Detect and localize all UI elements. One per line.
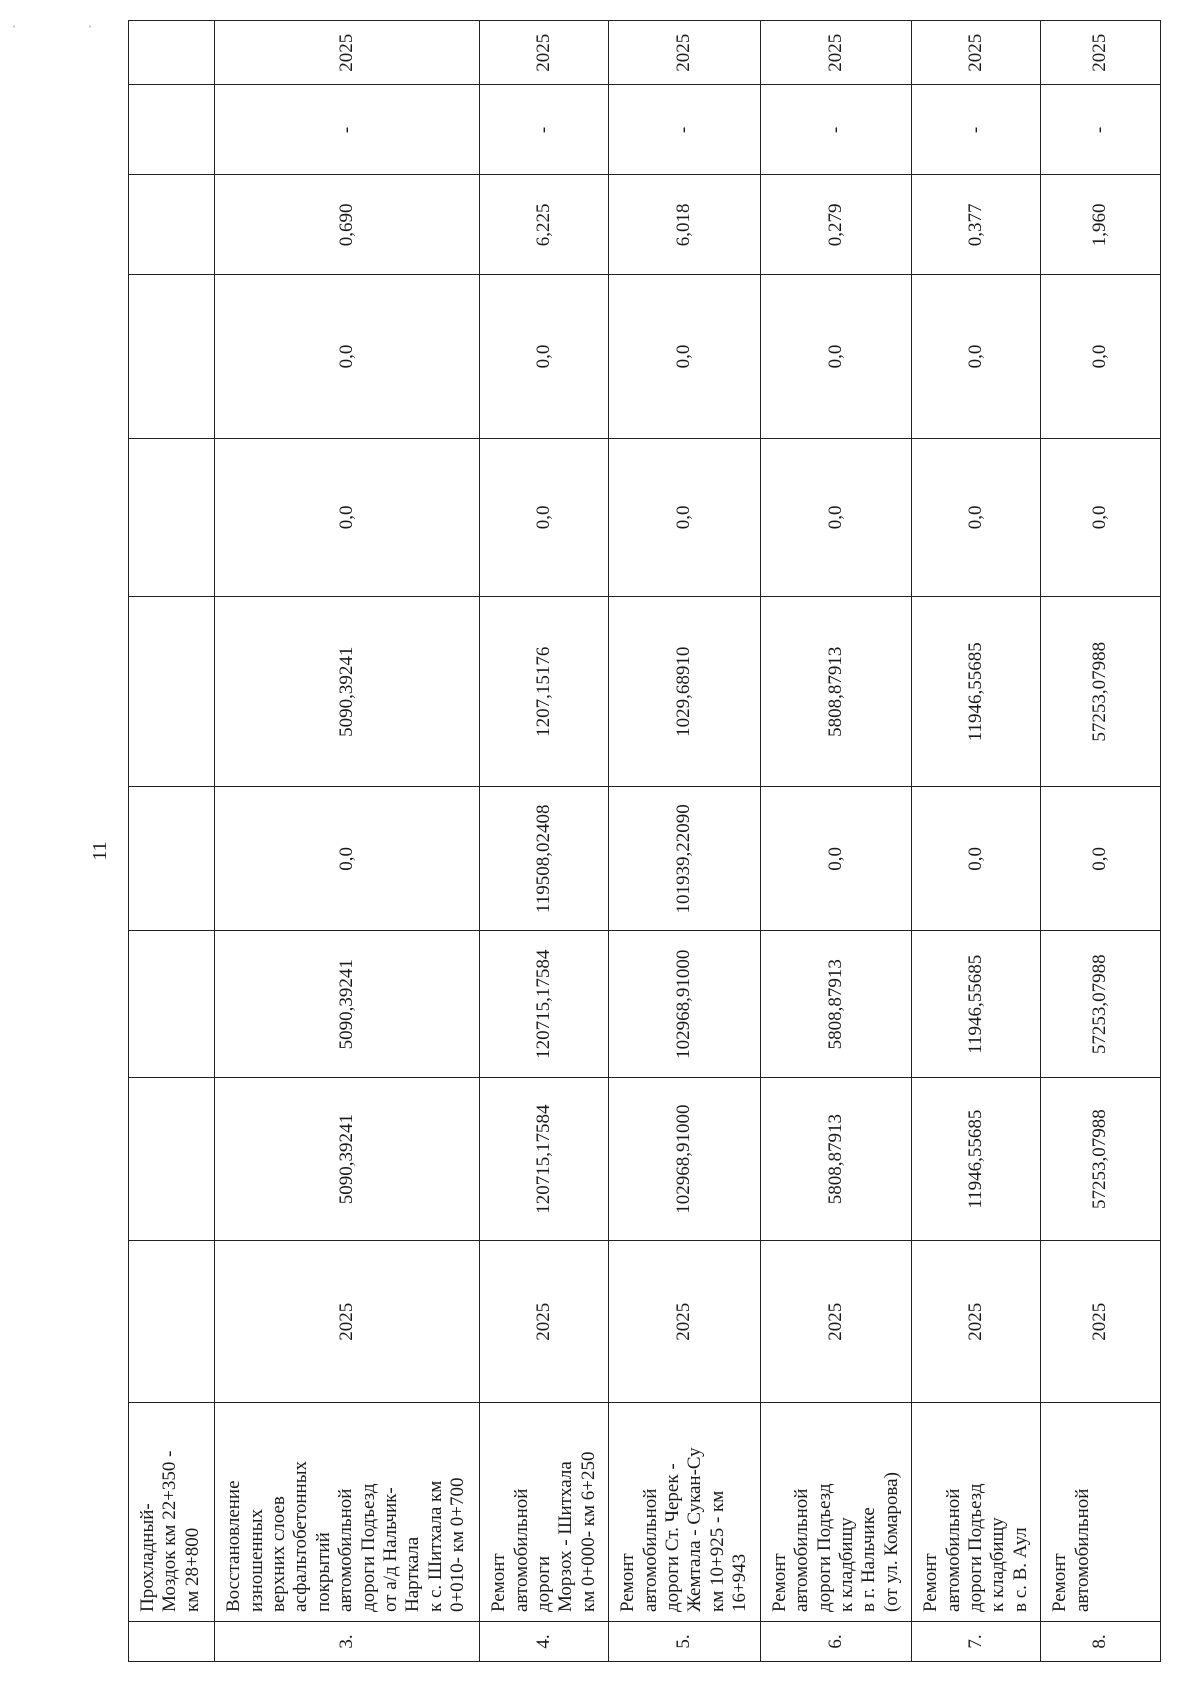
value-cell: 2025 — [760, 1241, 911, 1403]
value-cell — [129, 1078, 215, 1241]
value-cell: 2025 — [215, 21, 480, 85]
row-number-cell — [129, 1622, 215, 1662]
object-name-cell: Ремонт автомобильной дороги Подъезд к кладбищу в г. Нальчике (от ул. Комарова) — [760, 1403, 911, 1622]
value-cell: 5090,39241 — [215, 1078, 480, 1241]
value-cell: - — [1041, 85, 1161, 175]
value-cell: 0,0 — [912, 275, 1041, 438]
object-name-cell: Прохладный- Моздок км 22+350 - км 28+800 — [129, 1403, 215, 1622]
value-cell: 57253,07988 — [1041, 1078, 1161, 1241]
value-cell — [129, 931, 215, 1078]
table-row — [609, 21, 760, 1662]
value-cell: 0,0 — [215, 275, 480, 438]
value-cell: 0,0 — [1041, 787, 1161, 931]
value-cell: 0,0 — [609, 275, 760, 438]
value-cell: 2025 — [1041, 1241, 1161, 1403]
value-cell: 5808,87913 — [760, 1078, 911, 1241]
object-name-cell: Ремонт автомобильной — [1041, 1403, 1161, 1622]
value-cell: - — [760, 85, 911, 175]
value-cell: 119508,02408 — [480, 787, 609, 931]
value-cell: 0,0 — [760, 438, 911, 597]
value-cell: 1,960 — [1041, 175, 1161, 275]
value-cell: 11946,55685 — [912, 931, 1041, 1078]
object-name-cell: Ремонт автомобильной дороги Подъезд к кладбищу в с. В. Аул — [912, 1403, 1041, 1622]
row-number-cell: 3. — [215, 1622, 480, 1662]
value-cell: 0,0 — [480, 275, 609, 438]
scan-mark: ˌ — [88, 14, 92, 28]
value-cell: 0,0 — [760, 275, 911, 438]
value-cell — [129, 275, 215, 438]
value-cell: 2025 — [609, 1241, 760, 1403]
table-row — [912, 21, 1041, 1662]
value-cell — [129, 85, 215, 175]
value-cell: 57253,07988 — [1041, 931, 1161, 1078]
value-cell: 0,690 — [215, 175, 480, 275]
value-cell: 1029,68910 — [609, 597, 760, 787]
page-number: 11 — [89, 841, 111, 861]
table-row — [760, 21, 911, 1662]
value-cell: 0,377 — [912, 175, 1041, 275]
row-number-cell: 5. — [609, 1622, 760, 1662]
row-number-cell: 4. — [480, 1622, 609, 1662]
table-row — [129, 21, 215, 1662]
value-cell: 120715,17584 — [480, 1078, 609, 1241]
value-cell: 11946,55685 — [912, 1078, 1041, 1241]
road-repair-table — [128, 20, 1161, 1662]
value-cell: 0,0 — [760, 787, 911, 931]
value-cell: 5090,39241 — [215, 931, 480, 1078]
value-cell — [129, 597, 215, 787]
value-cell: 57253,07988 — [1041, 597, 1161, 787]
value-cell — [129, 175, 215, 275]
table-row — [480, 21, 609, 1662]
value-cell: 0,0 — [215, 787, 480, 931]
value-cell: 102968,91000 — [609, 1078, 760, 1241]
value-cell: 0,0 — [480, 438, 609, 597]
value-cell: 5090,39241 — [215, 597, 480, 787]
value-cell: - — [480, 85, 609, 175]
object-name-cell: Ремонт автомобильной дороги Ст. Черек - Жемтала - Сукан-Су км 10+925 - км 16+943 — [609, 1403, 760, 1622]
value-cell: 2025 — [480, 21, 609, 85]
value-cell: 0,0 — [1041, 275, 1161, 438]
value-cell: 2025 — [480, 1241, 609, 1403]
value-cell: - — [912, 85, 1041, 175]
value-cell: 5808,87913 — [760, 597, 911, 787]
value-cell: 2025 — [912, 1241, 1041, 1403]
table-row — [1041, 21, 1161, 1662]
value-cell: - — [609, 85, 760, 175]
object-name-cell: Восстановление изношенных верхних слоев асфальтобетонных покрытий автомобильной дороги Подъезд от а/д Нальчик- Нарткала к с. Шитхала км 0+010- км 0+700 — [215, 1403, 480, 1622]
value-cell: 5808,87913 — [760, 931, 911, 1078]
value-cell: 102968,91000 — [609, 931, 760, 1078]
road-repair-table-container — [128, 20, 1130, 1662]
value-cell: 2025 — [760, 21, 911, 85]
value-cell: 2025 — [609, 21, 760, 85]
value-cell: 0,0 — [215, 438, 480, 597]
value-cell: 6,225 — [480, 175, 609, 275]
value-cell: 0,0 — [912, 787, 1041, 931]
table-body — [129, 21, 1161, 1662]
value-cell: 0,279 — [760, 175, 911, 275]
value-cell — [129, 21, 215, 85]
value-cell: 0,0 — [912, 438, 1041, 597]
value-cell: 11946,55685 — [912, 597, 1041, 787]
value-cell — [129, 438, 215, 597]
value-cell: 101939,22090 — [609, 787, 760, 931]
value-cell: 0,0 — [1041, 438, 1161, 597]
value-cell — [129, 1241, 215, 1403]
row-number-cell: 7. — [912, 1622, 1041, 1662]
row-number-cell: 8. — [1041, 1622, 1161, 1662]
object-name-cell: Ремонт автомобильной дороги Морзох - Шитхала км 0+000- км 6+250 — [480, 1403, 609, 1622]
value-cell — [129, 787, 215, 931]
scan-mark: ˌ — [12, 14, 16, 28]
value-cell: 2025 — [912, 21, 1041, 85]
table-row — [215, 21, 480, 1662]
value-cell: 2025 — [1041, 21, 1161, 85]
value-cell: 6,018 — [609, 175, 760, 275]
value-cell: - — [215, 85, 480, 175]
value-cell: 2025 — [215, 1241, 480, 1403]
value-cell: 1207,15176 — [480, 597, 609, 787]
row-number-cell: 6. — [760, 1622, 911, 1662]
value-cell: 0,0 — [609, 438, 760, 597]
value-cell: 120715,17584 — [480, 931, 609, 1078]
